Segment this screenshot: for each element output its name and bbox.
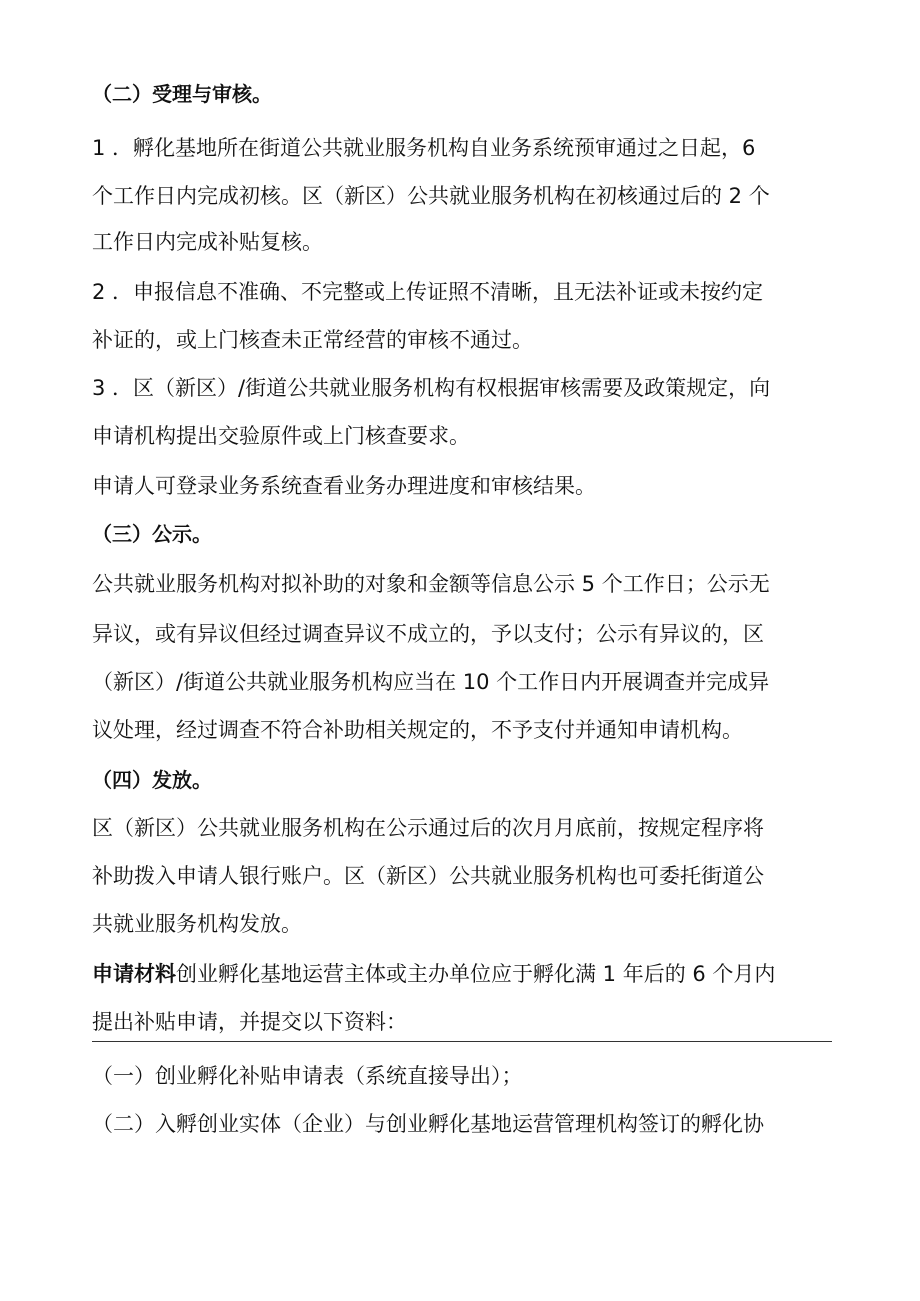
section-heading-acceptance: （二）受理与审核。: [92, 82, 272, 106]
materials-paragraph: [92, 958, 775, 990]
paragraph-line: 申请人可登录业务系统查看业务办理进度和审核结果。: [92, 474, 596, 498]
section-heading-publicity: （三）公示。: [92, 522, 212, 546]
materials-label: 申请材料: [92, 962, 176, 986]
paragraph-line: 工作日内完成补贴复核。: [92, 230, 323, 254]
materials-list-item: （二）入孵创业实体（企业）与创业孵化基地运营管理机构签订的孵化协: [92, 1112, 764, 1136]
horizontal-divider: [92, 1041, 832, 1042]
section-heading-disbursement: （四）发放。: [92, 768, 212, 792]
paragraph-line: 提出补贴申请，并提交以下资料：: [92, 1010, 407, 1034]
paragraph-line: 1 ．孵化基地所在街道公共就业服务机构自业务系统预审通过之日起，6: [92, 136, 756, 160]
paragraph-line: 补助拨入申请人银行账户。区（新区）公共就业服务机构也可委托街道公: [92, 864, 764, 888]
paragraph-line: 异议，或有异议但经过调查异议不成立的，予以支付；公示有异议的，区: [92, 622, 764, 646]
paragraph-line: 共就业服务机构发放。: [92, 912, 302, 936]
paragraph-line: 议处理，经过调查不符合补助相关规定的，不予支付并通知申请机构。: [92, 718, 743, 742]
paragraph-line: 公共就业服务机构对拟补助的对象和金额等信息公示 5 个工作日；公示无: [92, 572, 770, 596]
paragraph-line: 2 ．申报信息不准确、不完整或上传证照不清晰，且无法补证或未按约定: [92, 280, 764, 304]
paragraph-line: 区（新区）公共就业服务机构在公示通过后的次月月底前，按规定程序将: [92, 816, 764, 840]
materials-intro: 创业孵化基地运营主体或主办单位应于孵化满 1 年后的 6 个月内: [176, 962, 776, 986]
paragraph-line: 3 ．区（新区）/街道公共就业服务机构有权根据审核需要及政策规定，向: [92, 376, 771, 400]
paragraph-line: （新区）/街道公共就业服务机构应当在 10 个工作日内开展调查并完成异: [92, 670, 770, 694]
paragraph-line: 补证的，或上门核查未正常经营的审核不通过。: [92, 328, 533, 352]
materials-list-item: （一）创业孵化补贴申请表（系统直接导出）；: [92, 1064, 523, 1088]
paragraph-line: 个工作日内完成初核。区（新区）公共就业服务机构在初核通过后的 2 个: [92, 184, 770, 208]
paragraph-line: 申请机构提出交验原件或上门核查要求。: [92, 424, 470, 448]
